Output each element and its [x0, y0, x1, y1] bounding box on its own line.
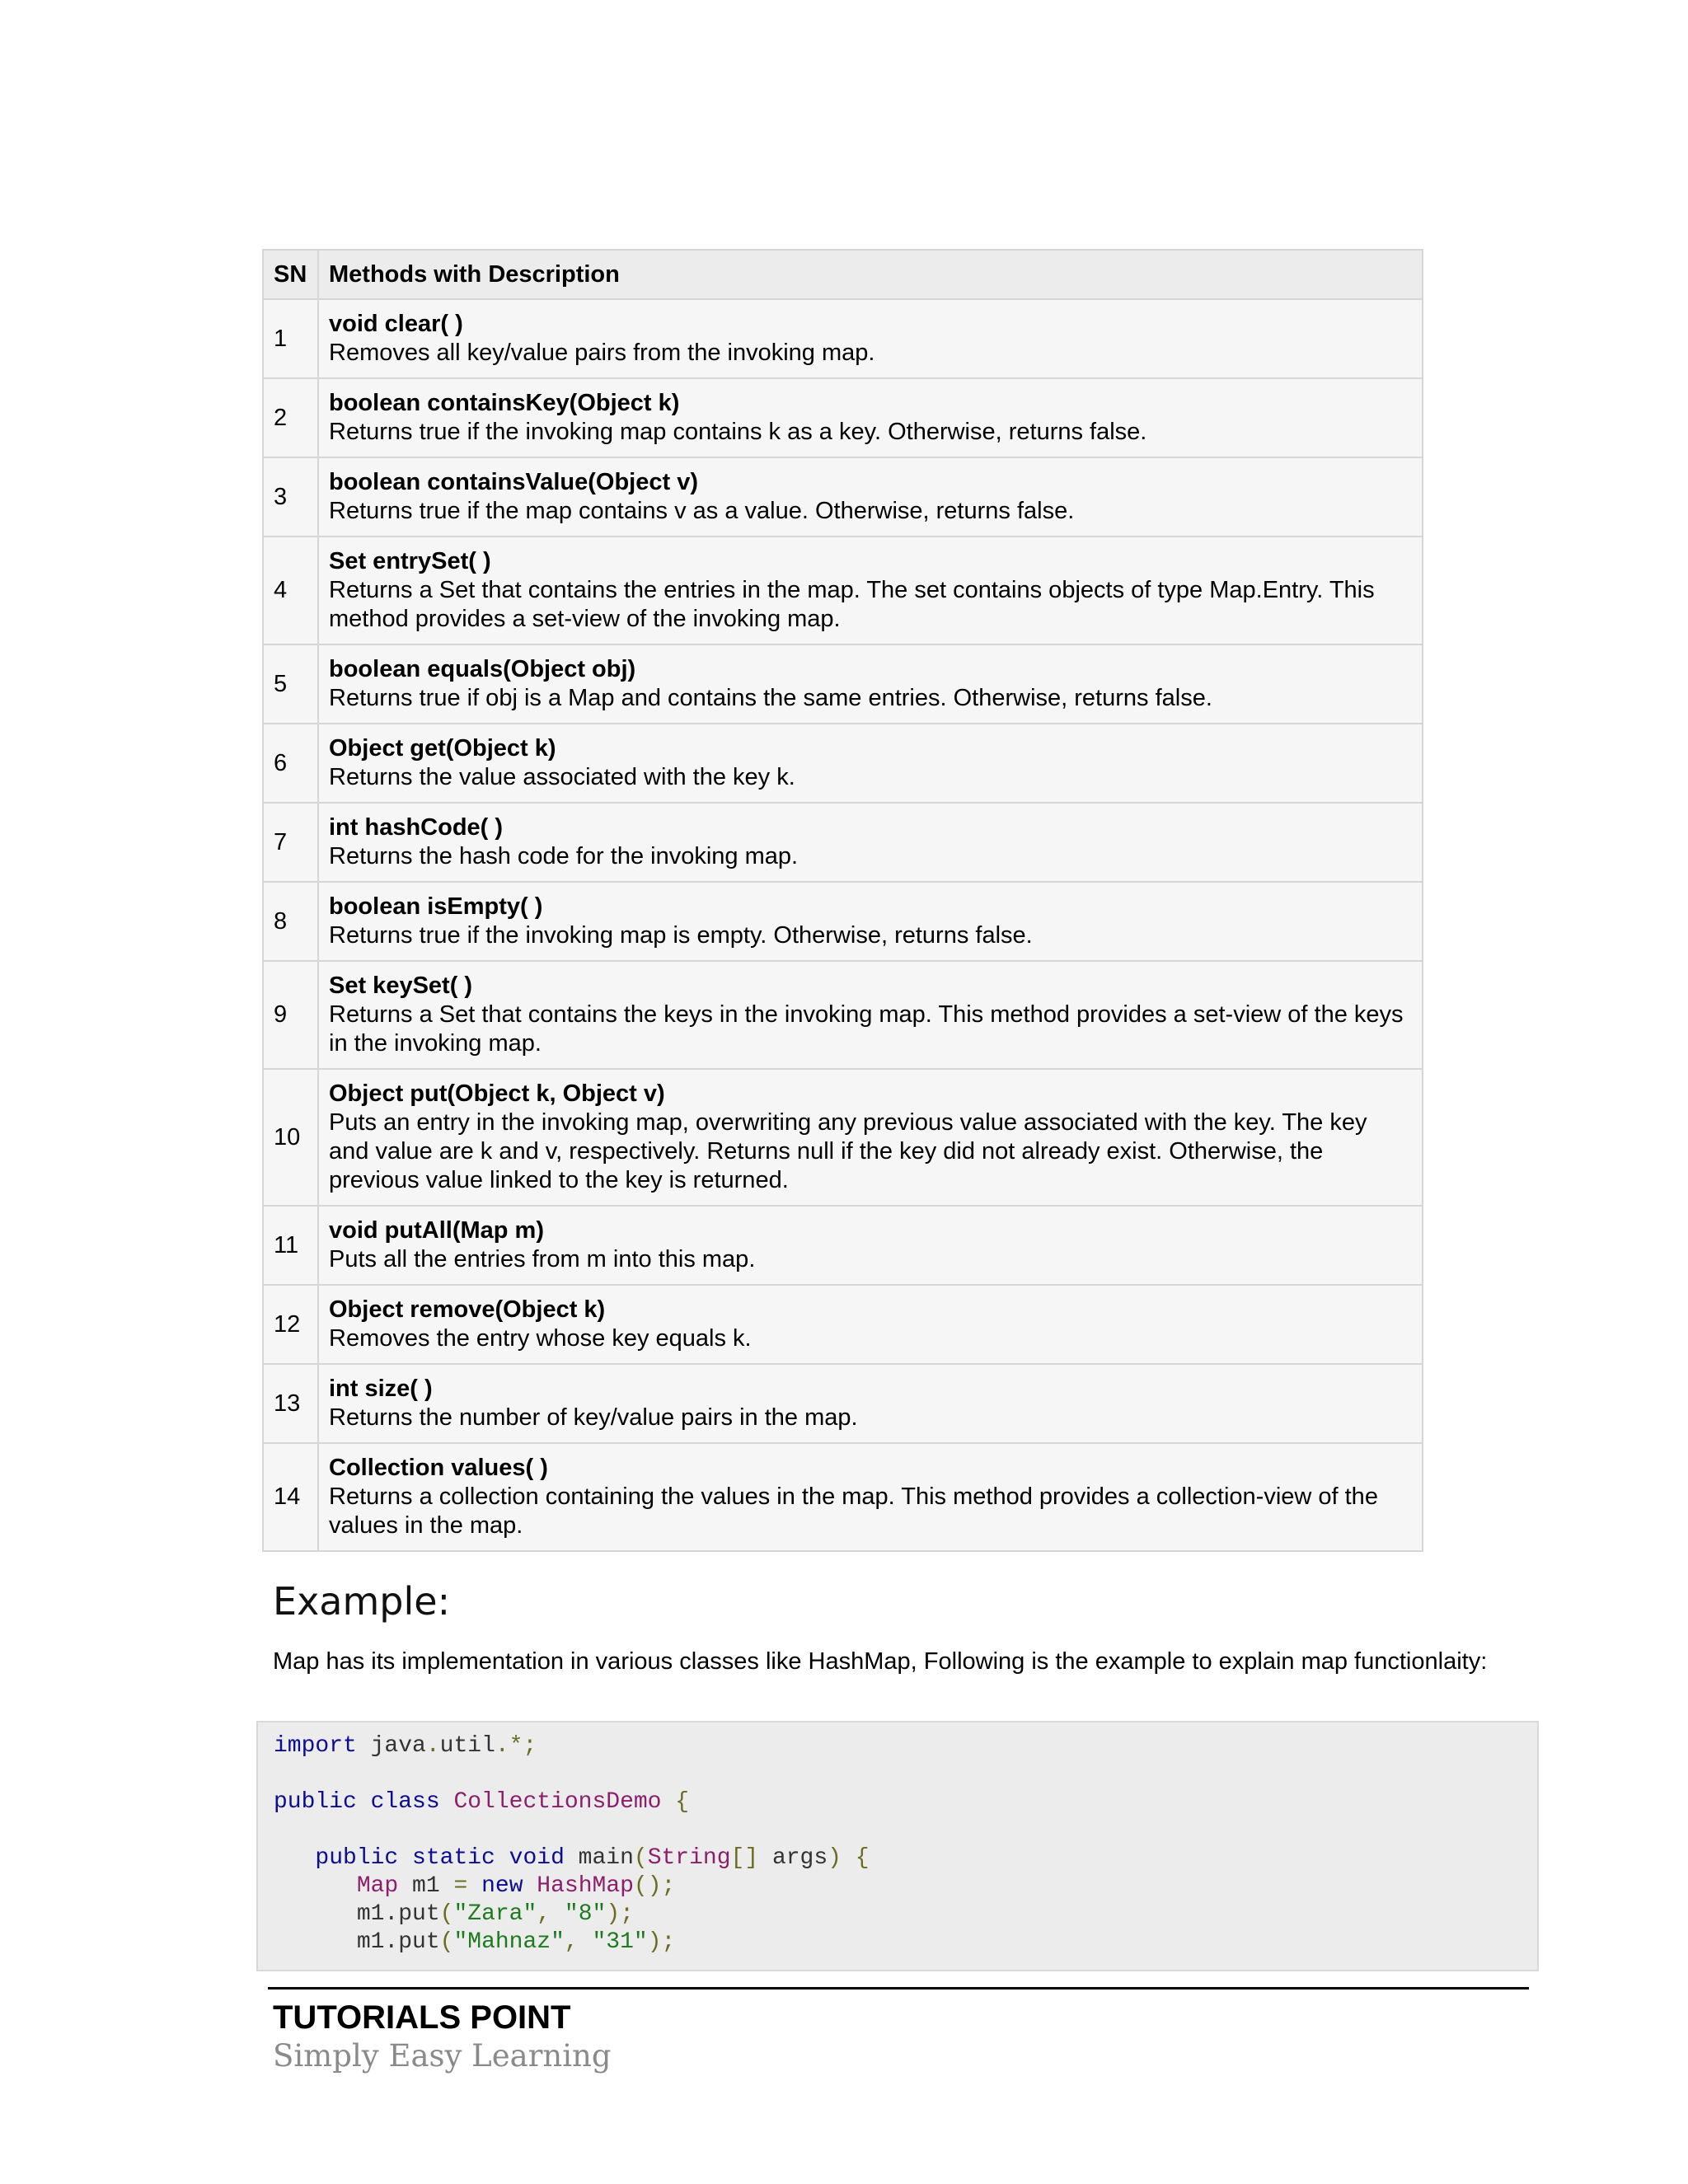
- method-signature: int hashCode( ): [329, 814, 504, 841]
- method-description: Puts all the entries from m into this map.: [329, 1246, 756, 1272]
- table-row: [263, 1443, 1423, 1551]
- table-row: [263, 1364, 1423, 1443]
- method-signature: Object put(Object k, Object v): [329, 1080, 665, 1107]
- method-description: Returns true if the invoking map is empty. Otherwise, returns false.: [329, 922, 1033, 949]
- footer-tagline: Simply Easy Learning: [273, 2038, 612, 2074]
- table-row: [263, 299, 1423, 378]
- method-description: Removes all key/value pairs from the invoking map.: [329, 340, 875, 366]
- table-row: [263, 803, 1423, 882]
- method-cell: [318, 1443, 1423, 1551]
- table-row: [263, 1069, 1423, 1206]
- row-number: 11: [263, 1206, 318, 1285]
- row-number: 9: [263, 961, 318, 1069]
- method-cell: [318, 537, 1423, 644]
- method-signature: Set keySet( ): [329, 972, 473, 999]
- header-methods: Methods with Description: [318, 250, 1423, 299]
- method-signature: Object remove(Object k): [329, 1296, 606, 1323]
- method-signature: void putAll(Map m): [329, 1217, 544, 1244]
- code-line: Map m1 = new HashMap();: [356, 1873, 676, 1899]
- method-description: Returns a Set that contains the entries in the map. The set contains objects of type Map.Entry. This method provides a set-view of the invoking map.: [329, 577, 1375, 632]
- method-signature: boolean containsValue(Object v): [329, 469, 698, 495]
- method-cell: [318, 1285, 1423, 1364]
- method-signature: Set entrySet( ): [329, 548, 491, 574]
- table-row: [263, 1206, 1423, 1285]
- method-description: Removes the entry whose key equals k.: [329, 1325, 752, 1352]
- map-methods-table: [262, 249, 1423, 1552]
- code-line: import java.util.*;: [274, 1733, 537, 1759]
- code-line: public static void main(String[] args) {: [315, 1845, 870, 1871]
- method-cell: [318, 299, 1423, 378]
- method-cell: [318, 724, 1423, 803]
- method-description: Puts an entry in the invoking map, overwriting any previous value associated with the key. The key and value are k and v, respectively. Returns null if the key did not already exist. Otherwise, the previous value linked to the key is returned.: [329, 1109, 1367, 1193]
- method-cell: [318, 1069, 1423, 1206]
- code-block: [256, 1721, 1539, 1971]
- method-cell: [318, 644, 1423, 724]
- table-row: [263, 644, 1423, 724]
- code-line-blank: [274, 1760, 1537, 1788]
- method-description: Returns true if the map contains v as a value. Otherwise, returns false.: [329, 498, 1075, 524]
- row-number: 2: [263, 378, 318, 457]
- table-row: [263, 882, 1423, 961]
- code-line: m1.put("Mahnaz", "31");: [356, 1929, 676, 1955]
- row-number: 14: [263, 1443, 318, 1551]
- row-number: 4: [263, 537, 318, 644]
- method-signature: boolean isEmpty( ): [329, 893, 543, 920]
- method-description: Returns a collection containing the values in the map. This method provides a collection-view of the values in the map.: [329, 1483, 1378, 1539]
- method-signature: void clear( ): [329, 311, 463, 337]
- row-number: 10: [263, 1069, 318, 1206]
- table-row: [263, 1285, 1423, 1364]
- footer-divider: [268, 1987, 1529, 1990]
- method-description: Returns a Set that contains the keys in the invoking map. This method provides a set-view of the keys in the invoking map.: [329, 1001, 1404, 1057]
- method-cell: [318, 378, 1423, 457]
- row-number: 3: [263, 457, 318, 537]
- row-number: 1: [263, 299, 318, 378]
- row-number: 12: [263, 1285, 318, 1364]
- method-signature: Collection values( ): [329, 1455, 548, 1481]
- example-intro: Map has its implementation in various classes like HashMap, Following is the example to explain map functionlaity:: [273, 1648, 1488, 1675]
- method-description: Returns true if the invoking map contains k as a key. Otherwise, returns false.: [329, 419, 1147, 445]
- table-row: [263, 961, 1423, 1069]
- method-cell: [318, 457, 1423, 537]
- table-row: [263, 457, 1423, 537]
- method-description: Returns the number of key/value pairs in the map.: [329, 1404, 858, 1431]
- method-signature: int size( ): [329, 1376, 433, 1402]
- table-row: [263, 537, 1423, 644]
- method-description: Returns true if obj is a Map and contains the same entries. Otherwise, returns false.: [329, 685, 1212, 711]
- row-number: 8: [263, 882, 318, 961]
- method-signature: Object get(Object k): [329, 735, 556, 762]
- table-header-row: [263, 250, 1423, 299]
- method-cell: [318, 1364, 1423, 1443]
- row-number: 7: [263, 803, 318, 882]
- row-number: 6: [263, 724, 318, 803]
- table-row: [263, 378, 1423, 457]
- code-line-blank: [274, 1816, 1537, 1844]
- header-sn: SN: [263, 250, 318, 299]
- row-number: 5: [263, 644, 318, 724]
- row-number: 13: [263, 1364, 318, 1443]
- method-cell: [318, 1206, 1423, 1285]
- method-description: Returns the value associated with the key k.: [329, 764, 795, 790]
- method-cell: [318, 882, 1423, 961]
- method-signature: boolean equals(Object obj): [329, 656, 636, 682]
- code-line: m1.put("Zara", "8");: [356, 1901, 634, 1927]
- method-cell: [318, 961, 1423, 1069]
- table-row: [263, 724, 1423, 803]
- code-line: public class CollectionsDemo {: [274, 1789, 690, 1815]
- footer-brand: TUTORIALS POINT: [273, 1999, 571, 2036]
- method-description: Returns the hash code for the invoking map.: [329, 843, 799, 869]
- example-heading: Example:: [273, 1579, 451, 1624]
- method-cell: [318, 803, 1423, 882]
- method-signature: boolean containsKey(Object k): [329, 390, 680, 416]
